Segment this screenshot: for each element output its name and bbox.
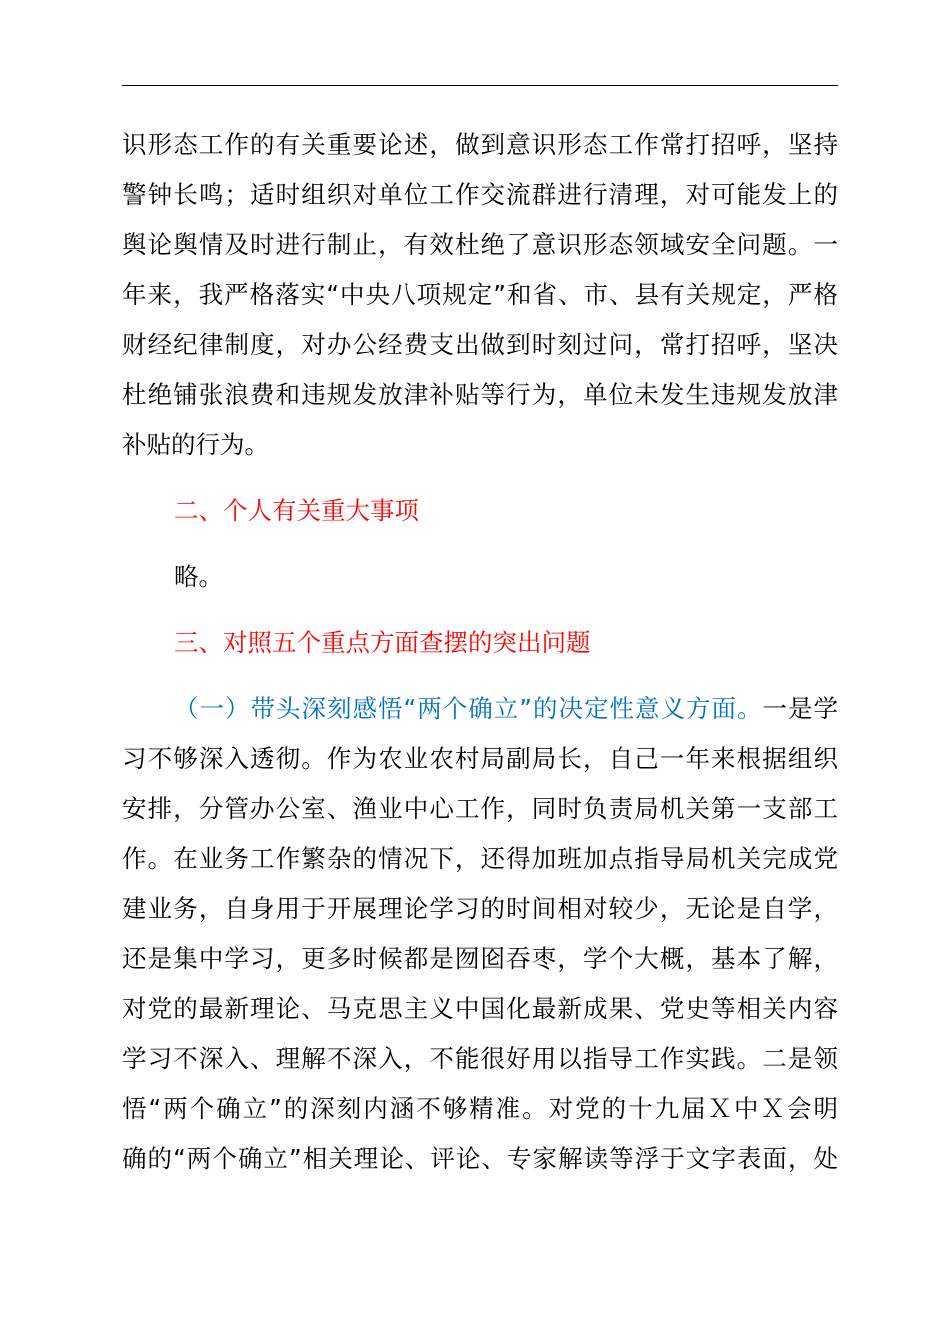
header-rule	[122, 85, 838, 86]
section-heading-prominent-problems: 三、对照五个重点方面查摆的突出问题	[174, 628, 591, 657]
paragraph-line: 习不够深入透彻。作为农业农村局副局长，自己一年来根据组织	[122, 744, 838, 773]
paragraph-line: 警钟长鸣；适时组织对单位工作交流群进行清理，对可能发上的	[122, 180, 838, 209]
paragraph-two-establishments	[122, 684, 838, 1184]
first-line-continuation: 一是学	[762, 694, 838, 723]
paragraph-line: 建业务，自身用于开展理论学习的时间相对较少，无论是自学，	[122, 894, 838, 923]
section-heading-personal-matters: 二、个人有关重大事项	[174, 496, 419, 525]
paragraph-line: 安排，分管办公室、渔业中心工作，同时负责局机关第一支部工	[122, 794, 838, 823]
paragraph-line: 还是集中学习，更多时候都是囫囵吞枣，学个大概，基本了解，	[122, 944, 838, 973]
paragraph-line: 补贴的行为。	[122, 430, 269, 459]
paragraph-ideology-discipline	[122, 120, 838, 470]
paragraph-line: 确的“两个确立”相关理论、评论、专家解读等浮于文字表面，处	[122, 1144, 838, 1173]
paragraph-line: 舆论舆情及时进行制止，有效杜绝了意识形态领域安全问题。一	[122, 230, 838, 259]
paragraph-line: 作。在业务工作繁杂的情况下，还得加班加点指导局机关完成党	[122, 844, 838, 873]
paragraph-line: 对党的最新理论、马克思主义中国化最新成果、党史等相关内容	[122, 994, 838, 1023]
subheading-two-establishments: （一）带头深刻感悟“两个确立”的决定性意义方面。	[174, 694, 763, 723]
section-body-omitted: 略。	[174, 562, 223, 591]
paragraph-first-line	[122, 684, 838, 734]
paragraph-line: 悟“两个确立”的深刻内涵不够精准。对党的十九届Ｘ中Ｘ会明	[122, 1094, 838, 1123]
paragraph-line: 学习不深入、理解不深入，不能很好用以指导工作实践。二是领	[122, 1044, 838, 1073]
paragraph-line: 识形态工作的有关重要论述，做到意识形态工作常打招呼，坚持	[122, 130, 838, 159]
paragraph-line: 杜绝铺张浪费和违规发放津补贴等行为，单位未发生违规发放津	[122, 380, 838, 409]
paragraph-line: 年来，我严格落实“中央八项规定”和省、市、县有关规定，严格	[122, 280, 838, 309]
paragraph-line: 财经纪律制度，对办公经费支出做到时刻过问，常打招呼，坚决	[122, 330, 838, 359]
document-body	[122, 120, 838, 1184]
